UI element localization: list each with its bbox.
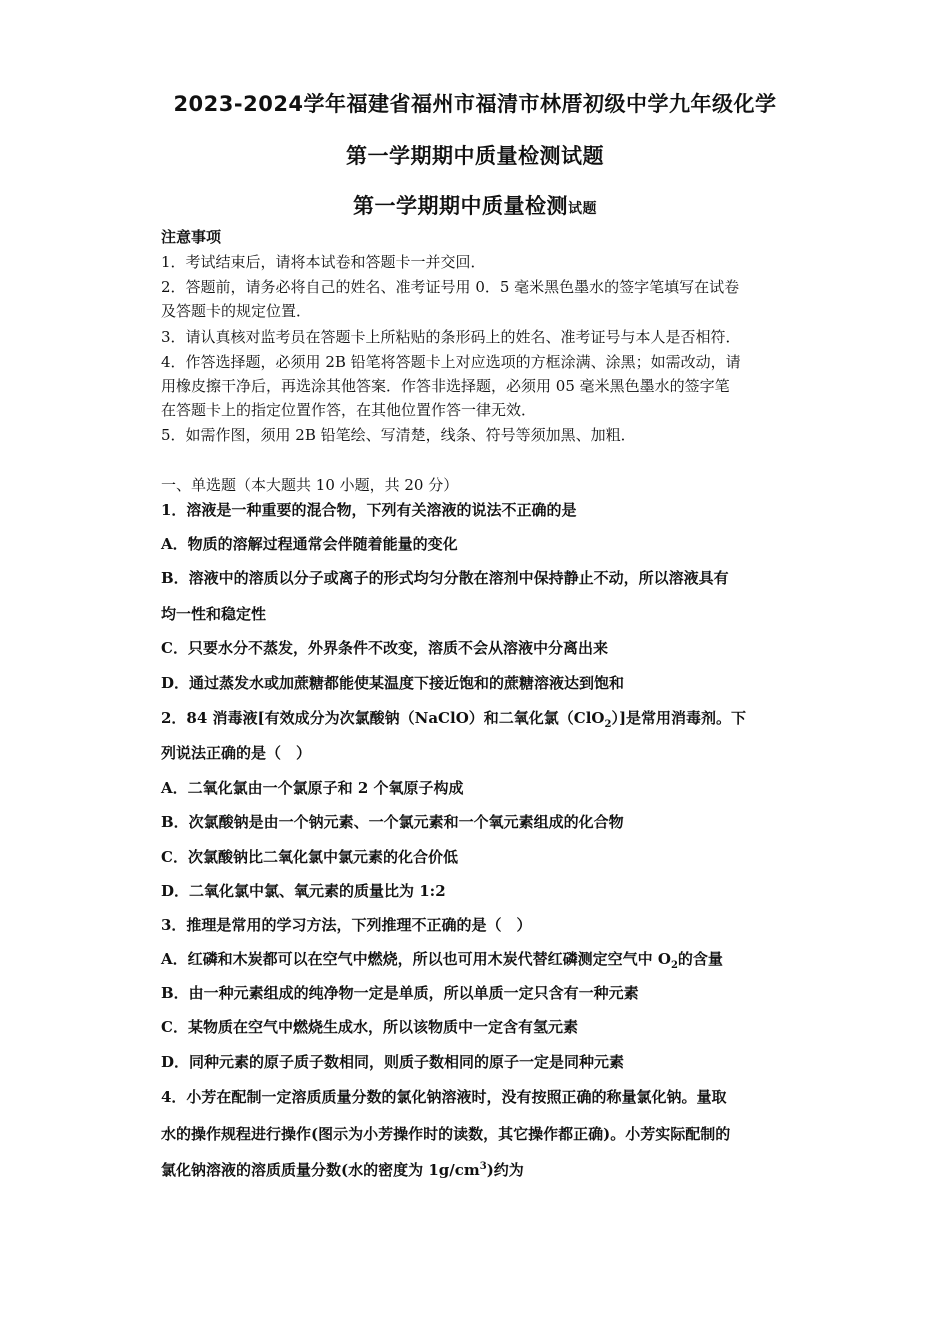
notice-item: 4．作答选择题，必须用 2B 铅笔将答题卡上对应选项的方框涂满、涂黑；如需改动，请	[161, 353, 741, 371]
q3-option-a-text-end: 的含量	[677, 950, 723, 968]
q2-stem	[161, 708, 746, 728]
title-line-3	[0, 190, 950, 220]
q3-option-b: B．由一种元素组成的纯净物一定是单质，所以单质一定只含有一种元素	[161, 984, 639, 1002]
q2-stem-cont: 列说法正确的是（ ）	[161, 744, 312, 762]
q2-stem-text-end: ）]是常用消毒剂。下	[611, 709, 747, 727]
notice-heading: 注意事项	[161, 228, 222, 246]
q4-stem-end	[161, 1160, 524, 1180]
q1-option-d: D．通过蒸发水或加蔗糖都能使某温度下接近饱和的蔗糖溶液达到饱和	[161, 674, 625, 692]
q2-option-a: A．二氧化氯由一个氯原子和 2 个氧原子构成	[161, 779, 464, 797]
q3-option-a-text: A．红磷和木炭都可以在空气中燃烧，所以也可用木炭代替红磷测定空气中 O	[161, 950, 671, 968]
notice-item: 及答题卡的规定位置．	[161, 302, 312, 320]
q3-option-a	[161, 949, 723, 969]
q1-option-c: C．只要水分不蒸发，外界条件不改变，溶质不会从溶液中分离出来	[161, 639, 608, 657]
notice-item: 1．考试结束后，请将本试卷和答题卡一并交回．	[161, 253, 486, 271]
notice-item: 在答题卡上的指定位置作答，在其他位置作答一律无效．	[161, 401, 537, 419]
q1-option-b: B．溶液中的溶质以分子或离子的形式均匀分散在溶剂中保持静止不动，所以溶液具有	[161, 569, 729, 587]
notice-item: 5．如需作图，须用 2B 铅笔绘、写清楚，线条、符号等须加黑、加粗．	[161, 426, 636, 444]
title-line-3-main: 第一学期期中质量检测	[353, 194, 568, 218]
q4-stem-cont: 水的操作规程进行操作(图示为小芳操作时的读数，其它操作都正确)。小芳实际配制的	[161, 1125, 731, 1143]
q2-stem-text: 2．84 消毒液[有效成分为次氯酸钠（NaClO）和二氧化氯（ClO	[161, 709, 605, 727]
q3-stem: 3．推理是常用的学习方法，下列推理不正确的是（ ）	[161, 916, 532, 934]
q3-option-d: D．同种元素的原子质子数相同，则质子数相同的原子一定是同种元素	[161, 1053, 625, 1071]
notice-item: 用橡皮擦干净后，再选涂其他答案．作答非选择题，必须用 05 毫米黑色墨水的签字笔	[161, 377, 730, 395]
notice-item: 3．请认真核对监考员在答题卡上所粘贴的条形码上的姓名、准考证号与本人是否相符．	[161, 328, 741, 346]
q2-option-b: B．次氯酸钠是由一个钠元素、一个氯元素和一个氧元素组成的化合物	[161, 813, 624, 831]
q4-stem-end-text: 氯化钠溶液的溶质质量分数(水的密度为 1g/cm	[161, 1161, 480, 1179]
q1-option-a: A．物质的溶解过程通常会伴随着能量的变化	[161, 535, 458, 553]
title-line-1: 2023-2024学年福建省福州市福清市林厝初级中学九年级化学	[173, 92, 777, 116]
q4-stem-end-text-tail: )约为	[486, 1161, 524, 1179]
title-line-2: 第一学期期中质量检测试题	[346, 144, 604, 168]
section-heading: 一、单选题（本大题共 10 小题，共 20 分）	[161, 476, 459, 494]
q3-option-c: C．某物质在空气中燃烧生成水，所以该物质中一定含有氢元素	[161, 1018, 578, 1036]
q2-option-c: C．次氯酸钠比二氧化氯中氯元素的化合价低	[161, 848, 458, 866]
q2-option-d: D．二氧化氯中氯、氧元素的质量比为 1:2	[161, 882, 446, 900]
q4-stem: 4．小芳在配制一定溶质质量分数的氯化钠溶液时，没有按照正确的称量氯化钠。量取	[161, 1088, 727, 1106]
notice-item: 2．答题前，请务必将自己的姓名、准考证号用 0．5 毫米黑色墨水的签字笔填写在试卷	[161, 278, 740, 296]
q3-option-a-subscript: 2	[670, 960, 678, 971]
q1-option-b-cont: 均一性和稳定性	[161, 605, 267, 623]
q2-stem-subscript: 2	[604, 719, 612, 730]
title-line-3-small: 试题	[568, 201, 597, 217]
q4-stem-superscript: 3	[479, 1161, 487, 1172]
q1-stem: 1．溶液是一种重要的混合物，下列有关溶液的说法不正确的是	[161, 501, 577, 519]
